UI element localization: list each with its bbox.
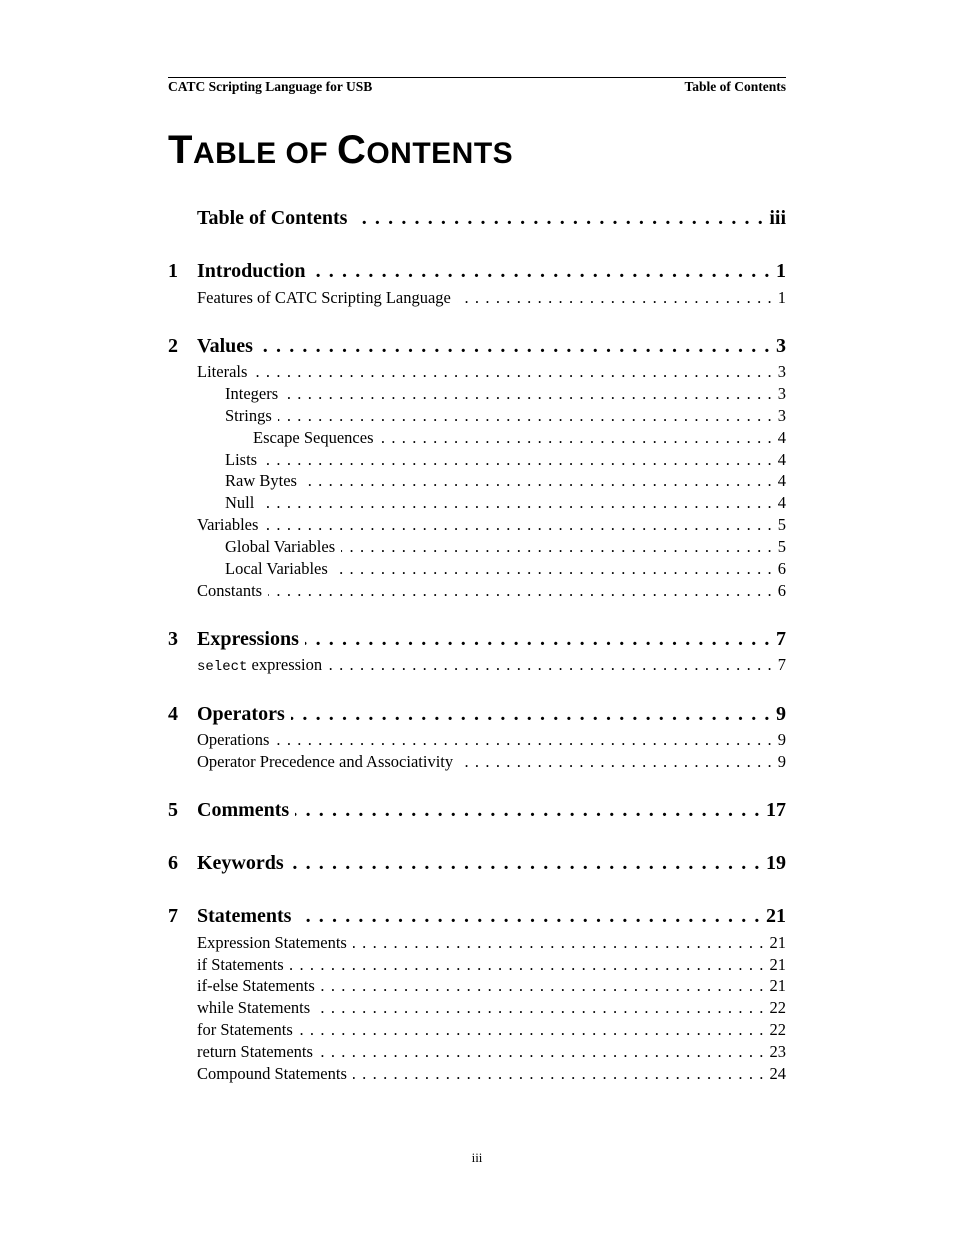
dot-leader xyxy=(319,1042,765,1062)
section-title: Operations xyxy=(197,730,270,749)
dot-leader xyxy=(305,628,771,651)
section-title: Literals xyxy=(197,362,248,381)
section-title: Compound Statements xyxy=(197,1064,347,1083)
toc-subsection[interactable] xyxy=(168,471,786,491)
toc-subsubsection[interactable] xyxy=(168,428,786,448)
subsection-page: 6 xyxy=(777,559,786,578)
dot-leader xyxy=(353,1064,765,1084)
section-page: 23 xyxy=(769,1042,786,1061)
section-page: 6 xyxy=(777,581,786,600)
dot-leader xyxy=(353,207,764,230)
section-page: 7 xyxy=(777,655,786,674)
chapter-page: 7 xyxy=(776,628,786,650)
dot-leader xyxy=(380,428,773,448)
section-page: 9 xyxy=(777,752,786,771)
section-title: while Statements xyxy=(197,998,311,1017)
section-title: Variables xyxy=(197,515,259,534)
dot-leader xyxy=(290,955,765,975)
chapter-title: Expressions xyxy=(197,628,299,650)
toc-section[interactable] xyxy=(168,1064,786,1084)
subsection-title: Local Variables xyxy=(225,559,328,578)
dot-leader xyxy=(278,406,773,426)
dot-leader xyxy=(334,559,773,579)
dot-leader xyxy=(295,799,761,822)
section-page: 5 xyxy=(777,515,786,534)
section-page: 3 xyxy=(777,362,786,381)
chapter-number: 3 xyxy=(168,628,178,650)
toc-chapter-3[interactable] xyxy=(168,628,786,651)
section-title-text: expression xyxy=(247,655,323,674)
chapter-page: 17 xyxy=(766,799,786,821)
section-title xyxy=(168,655,322,675)
dot-leader xyxy=(268,581,773,601)
dot-leader xyxy=(316,998,764,1018)
subsection-page: 4 xyxy=(777,450,786,469)
title-initial-t: T xyxy=(168,128,193,172)
subsection-page: 3 xyxy=(777,406,786,425)
section-title: Constants xyxy=(197,581,263,600)
section-page: 9 xyxy=(777,730,786,749)
chapter-title: Operators xyxy=(197,703,285,725)
section-page: 1 xyxy=(777,288,786,307)
toc-entry-label: Table of Contents xyxy=(197,207,348,229)
toc-chapter-1[interactable] xyxy=(168,260,786,283)
chapter-number: 7 xyxy=(168,905,178,927)
dot-leader xyxy=(312,260,771,283)
dot-leader xyxy=(297,905,761,928)
chapter-number: 2 xyxy=(168,335,178,357)
dot-leader xyxy=(328,655,773,675)
dot-leader xyxy=(291,703,771,726)
subsection-title: Raw Bytes xyxy=(225,471,297,490)
page-number-footer: iii xyxy=(471,1150,483,1165)
section-title: Features of CATC Scripting Language xyxy=(197,288,451,307)
chapter-number: 1 xyxy=(168,260,178,282)
toc-section[interactable] xyxy=(168,730,786,750)
toc-entry-page: iii xyxy=(769,207,786,229)
dot-leader xyxy=(459,752,773,772)
chapter-page: 1 xyxy=(776,260,786,282)
subsubsection-title: Escape Sequences xyxy=(253,428,374,447)
dot-leader xyxy=(299,1020,765,1040)
toc-chapter-2[interactable] xyxy=(168,335,786,358)
section-title: return Statements xyxy=(197,1042,313,1061)
section-page: 22 xyxy=(769,998,786,1017)
subsubsection-page: 4 xyxy=(777,428,786,447)
section-title: Expression Statements xyxy=(197,933,347,952)
page-title xyxy=(168,128,513,173)
chapter-title: Statements xyxy=(197,905,292,927)
toc-section[interactable] xyxy=(168,933,786,953)
subsection-page: 5 xyxy=(777,537,786,556)
toc-subsection[interactable] xyxy=(168,450,786,470)
toc-subsection[interactable] xyxy=(168,384,786,404)
toc-section[interactable] xyxy=(168,1042,786,1062)
section-title: Operator Precedence and Associativity xyxy=(197,752,454,771)
toc-subsection[interactable] xyxy=(168,559,786,579)
section-page: 22 xyxy=(769,1020,786,1039)
running-header-left: CATC Scripting Language for USB xyxy=(168,79,373,94)
title-initial-c: C xyxy=(336,128,367,172)
dot-leader xyxy=(341,537,773,557)
dot-leader xyxy=(303,471,773,491)
dot-leader xyxy=(290,852,761,875)
dot-leader xyxy=(260,493,772,513)
toc-section[interactable] xyxy=(168,288,786,308)
toc-section[interactable] xyxy=(168,515,786,535)
toc-subsection[interactable] xyxy=(168,537,786,557)
chapter-title: Values xyxy=(197,335,253,357)
toc-subsection[interactable] xyxy=(168,406,786,426)
dot-leader xyxy=(457,288,773,308)
subsection-title: Global Variables xyxy=(225,537,336,556)
subsection-title: Null xyxy=(225,493,255,512)
chapter-number: 6 xyxy=(168,852,178,874)
code-keyword: select xyxy=(197,659,248,675)
section-title: for Statements xyxy=(197,1020,293,1039)
chapter-title: Introduction xyxy=(197,260,306,282)
toc-entry-front[interactable] xyxy=(168,207,786,230)
title-part-2: ONTENTS xyxy=(366,137,514,170)
section-title: if-else Statements xyxy=(197,976,315,995)
chapter-title: Comments xyxy=(197,799,290,821)
dot-leader xyxy=(263,450,773,470)
chapter-page: 9 xyxy=(776,703,786,725)
chapter-page: 3 xyxy=(776,335,786,357)
running-header-right: Table of Contents xyxy=(684,79,786,94)
section-page: 21 xyxy=(769,976,786,995)
subsection-page: 4 xyxy=(777,471,786,490)
subsection-title: Strings xyxy=(225,406,272,425)
chapter-page: 21 xyxy=(766,905,786,927)
subsection-page: 4 xyxy=(777,493,786,512)
dot-leader xyxy=(264,515,772,535)
title-part-1: ABLE OF xyxy=(192,137,337,170)
toc-section[interactable] xyxy=(168,362,786,382)
toc-section[interactable] xyxy=(168,955,786,975)
dot-leader xyxy=(259,335,771,358)
dot-leader xyxy=(275,730,772,750)
toc-chapter-4[interactable] xyxy=(168,703,786,726)
toc-chapter-6[interactable] xyxy=(168,852,786,875)
section-page: 21 xyxy=(769,933,786,952)
dot-leader xyxy=(253,362,772,382)
subsection-title: Integers xyxy=(225,384,279,403)
toc-chapter-5[interactable] xyxy=(168,799,786,822)
dot-leader xyxy=(353,933,765,953)
header-rule xyxy=(168,77,786,78)
chapter-number: 4 xyxy=(168,703,178,725)
section-title: if Statements xyxy=(197,955,284,974)
toc-section[interactable] xyxy=(168,655,786,675)
toc-section[interactable] xyxy=(168,998,786,1018)
section-page: 24 xyxy=(769,1064,786,1083)
chapter-number: 5 xyxy=(168,799,178,821)
chapter-page: 19 xyxy=(766,852,786,874)
chapter-title: Keywords xyxy=(197,852,284,874)
subsection-title: Lists xyxy=(225,450,258,469)
toc-subsection[interactable] xyxy=(168,493,786,513)
dot-leader xyxy=(321,976,765,996)
toc-section[interactable] xyxy=(168,1020,786,1040)
toc-section[interactable] xyxy=(168,752,786,772)
toc-section[interactable] xyxy=(168,976,786,996)
dot-leader xyxy=(284,384,773,404)
subsection-page: 3 xyxy=(777,384,786,403)
toc-section[interactable] xyxy=(168,581,786,601)
toc-chapter-7[interactable] xyxy=(168,905,786,928)
section-page: 21 xyxy=(769,955,786,974)
